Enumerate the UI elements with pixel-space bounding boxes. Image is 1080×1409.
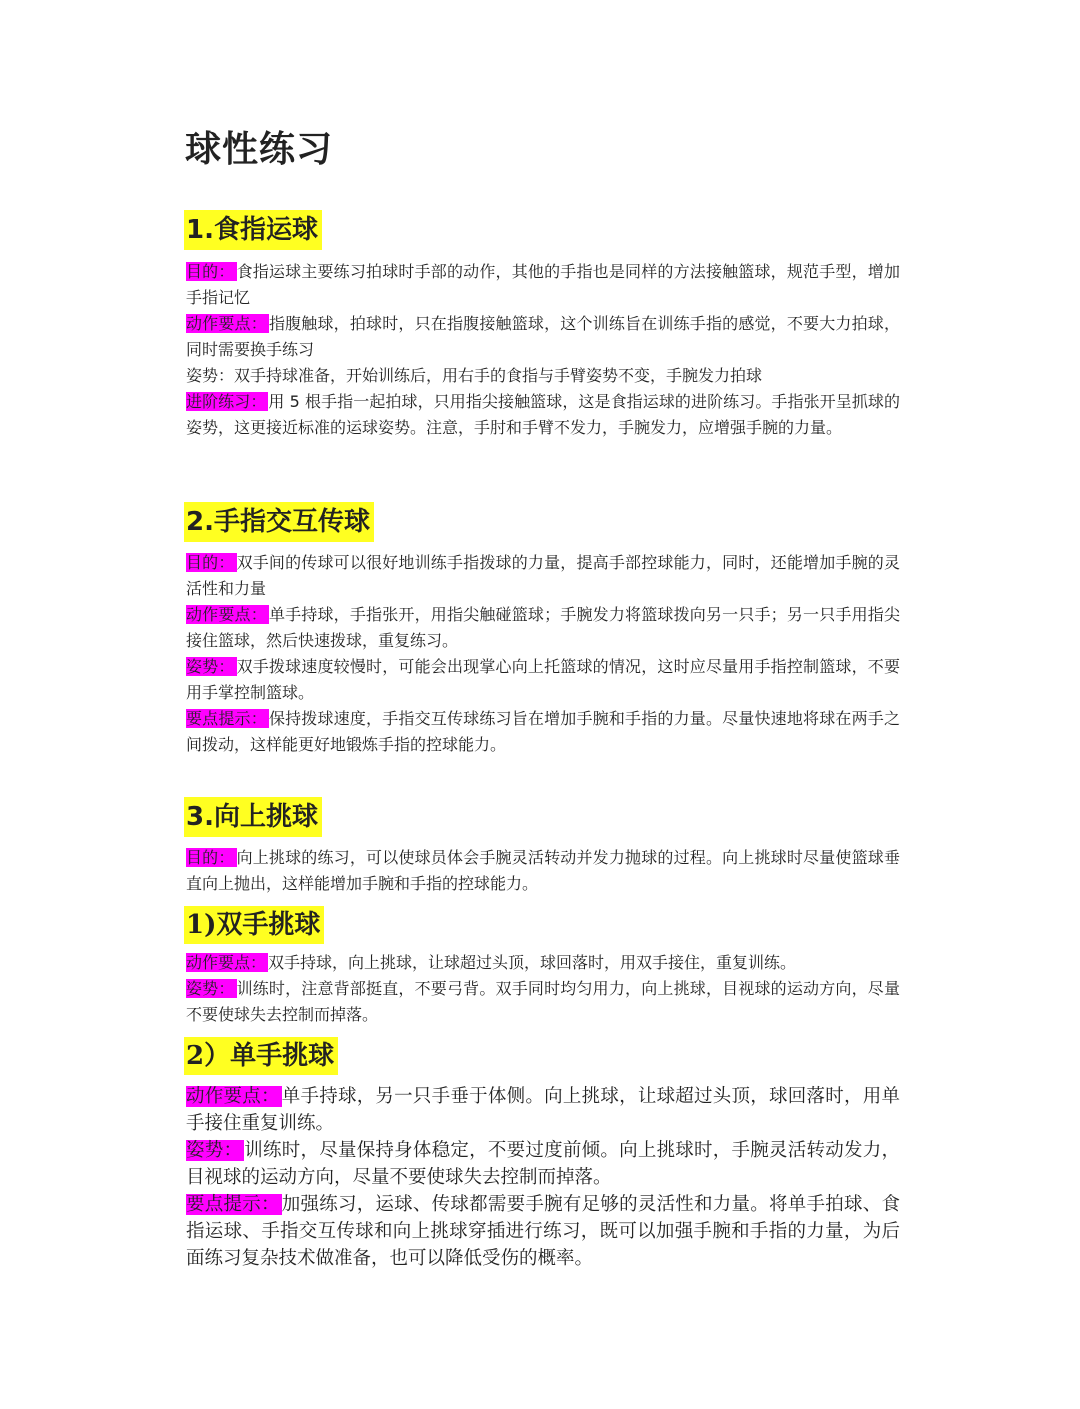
paragraph-tips bbox=[186, 1191, 900, 1272]
subsection-heading-two-hand-flick: 1)双手挑球 bbox=[184, 906, 324, 944]
page-title: 球性练习 bbox=[185, 129, 334, 170]
section-body-upward-flick bbox=[186, 845, 900, 897]
label-highlight: 要点提示： bbox=[186, 709, 267, 728]
paragraph-key-points bbox=[186, 1083, 900, 1137]
label-highlight: 姿势： bbox=[186, 979, 235, 998]
paragraph-posture bbox=[186, 654, 900, 706]
paragraph-text: 双手拨球速度较慢时，可能会出现掌心向上托篮球的情况，这时应尽量用手指控制篮球，不要用手掌控制篮球。 bbox=[186, 657, 900, 702]
paragraph-text: 双手持球，向上挑球，让球超过头顶，球回落时，用双手接住，重复训练。 bbox=[268, 953, 797, 972]
section-body-index-finger-dribble bbox=[186, 259, 900, 441]
paragraph-key-points bbox=[186, 602, 900, 654]
label-highlight: 进阶练习： bbox=[186, 392, 267, 411]
label-highlight: 目的： bbox=[186, 262, 235, 281]
paragraph-posture bbox=[186, 1137, 900, 1191]
label-highlight: 目的： bbox=[186, 553, 235, 572]
paragraph-text: 食指运球主要练习拍球时手部的动作，其他的手指也是同样的方法接触篮球，规范手型，增加手指记忆 bbox=[186, 262, 900, 307]
label-highlight: 目的： bbox=[186, 848, 235, 867]
section-heading-upward-flick: 3.向上挑球 bbox=[184, 797, 322, 837]
label-highlight: 要点提示： bbox=[186, 1194, 280, 1215]
section-body-finger-pass bbox=[186, 550, 900, 758]
paragraph-key-points bbox=[186, 950, 900, 976]
paragraph-text: 向上挑球的练习，可以使球员体会手腕灵活转动并发力抛球的过程。向上挑球时尽量使篮球垂直向上抛出，这样能增加手腕和手指的控球能力。 bbox=[186, 848, 900, 893]
paragraph-text: 指腹触球，拍球时，只在指腹接触篮球，这个训练旨在训练手指的感觉，不要大力拍球，同时需要换手练习 bbox=[186, 314, 900, 359]
label-highlight: 动作要点： bbox=[186, 314, 267, 333]
label-highlight: 动作要点： bbox=[186, 1086, 280, 1107]
paragraph-text: 保持拨球速度，手指交互传球练习旨在增加手腕和手指的力量。尽量快速地将球在两手之间拨动，这样能更好地锻炼手指的控球能力。 bbox=[186, 709, 900, 754]
paragraph-purpose bbox=[186, 550, 900, 602]
paragraph-text: 训练时，注意背部挺直，不要弓背。双手同时均匀用力，向上挑球，目视球的运动方向，尽量不要使球失去控制而掉落。 bbox=[186, 979, 900, 1024]
label-highlight: 动作要点： bbox=[186, 953, 267, 972]
subsection-heading-one-hand-flick: 2）单手挑球 bbox=[184, 1037, 338, 1075]
paragraph-text: 单手持球，另一只手垂于体侧。向上挑球，让球超过头顶，球回落时，用单手接住重复训练。 bbox=[186, 1086, 900, 1134]
paragraph-posture bbox=[186, 363, 900, 389]
label-highlight: 姿势： bbox=[186, 1140, 243, 1161]
section-heading-index-finger-dribble: 1.食指运球 bbox=[184, 210, 322, 250]
paragraph-text: 双手间的传球可以很好地训练手指拨球的力量，提高手部控球能力，同时，还能增加手腕的灵活性和力量 bbox=[186, 553, 900, 598]
paragraph-tips bbox=[186, 706, 900, 758]
label-highlight: 动作要点： bbox=[186, 605, 267, 624]
paragraph-text: 训练时，尽量保持身体稳定，不要过度前倾。向上挑球时，手腕灵活转动发力，目视球的运动方向，尽量不要使球失去控制而掉落。 bbox=[186, 1140, 900, 1188]
section-heading-finger-pass: 2.手指交互传球 bbox=[184, 502, 374, 542]
subsection-body-two-hand-flick bbox=[186, 950, 900, 1028]
label-highlight: 姿势： bbox=[186, 657, 235, 676]
paragraph-text: 加强练习，运球、传球都需要手腕有足够的灵活性和力量。将单手拍球、食指运球、手指交互传球和向上挑球穿插进行练习，既可以加强手腕和手指的力量，为后面练习复杂技术做准备，也可以降低受伤的概率。 bbox=[186, 1194, 900, 1269]
paragraph-text: 用 5 根手指一起拍球，只用指尖接触篮球，这是食指运球的进阶练习。手指张开呈抓球的姿势，这更接近标准的运球姿势。注意，手肘和手臂不发力，手腕发力，应增强手腕的力量。 bbox=[186, 392, 900, 437]
paragraph-key-points bbox=[186, 311, 900, 363]
paragraph-purpose bbox=[186, 259, 900, 311]
paragraph-text: 单手持球，手指张开，用指尖触碰篮球；手腕发力将篮球拨向另一只手；另一只手用指尖接住篮球，然后快速拨球，重复练习。 bbox=[186, 605, 900, 650]
paragraph-purpose bbox=[186, 845, 900, 897]
subsection-body-one-hand-flick bbox=[186, 1083, 900, 1272]
paragraph-text: 姿势：双手持球准备，开始训练后，用右手的食指与手臂姿势不变，手腕发力拍球 bbox=[186, 366, 763, 385]
paragraph-advanced bbox=[186, 389, 900, 441]
paragraph-posture bbox=[186, 976, 900, 1028]
